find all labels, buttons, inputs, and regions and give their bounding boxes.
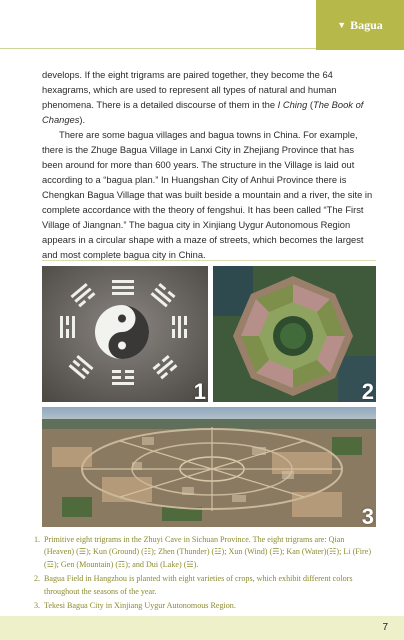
- page-number: 7: [382, 622, 388, 633]
- figure-number: 2: [361, 379, 374, 402]
- caption-3: 3. Tekesi Bagua City in Xinjiang Uygur Autonomous Region.: [34, 601, 236, 611]
- figure-number: 1: [193, 379, 206, 402]
- caption-2: 2. Bagua Field in Hangzhou is planted with eight varieties of crops, which exhibit different colors throughout the seasons of the year.: [34, 574, 353, 596]
- photo-bagua-field: [213, 266, 376, 402]
- section-divider: [42, 260, 376, 261]
- photo-trigrams-carving: [42, 266, 208, 402]
- paragraph-1: develops. If the eight trigrams are paired together, they become the 64 hexagrams, which are used to represent all types of natural and human phenomena. There is a detailed discourse of them in the I Ching (The Book of Changes).: [42, 70, 364, 125]
- header-rule: [0, 48, 316, 49]
- section-label: Bagua: [350, 17, 383, 32]
- book-title: I Ching: [277, 100, 308, 110]
- figure-captions: [34, 534, 376, 614]
- body-text: [42, 68, 376, 263]
- triangle-down-icon: ▼: [337, 20, 347, 30]
- footer-band: [0, 616, 404, 640]
- photo-tekesi-city: [42, 407, 376, 527]
- section-tab: [316, 0, 404, 50]
- book-title-english: The Book of Changes: [42, 100, 364, 125]
- paragraph-2: There are some bagua villages and bagua towns in China. For example, there is the Zhuge Bagua Village in Lanxi City in Zhejiang Province that has been around for more than 600 years. The structure in the Village is laid out according to a “bagua plan.” In Huangshan City of Anhui Province there is Chengkan Bagua Village that was built beside a mountain and a river, the site in complete accordance with the theory of fengshui. It has been called “The First Village of Jiangnan.” The bagua city in Xinjiang Uygur Autonomous Region appears in a circular shape with a maze of streets, which becomes the largest and most complete bagua city in China.: [42, 130, 373, 260]
- figure-number: 3: [361, 504, 374, 527]
- caption-1: 1. Primitive eight trigrams in the Zhuyi Cave in Sichuan Province. The eight trigrams are: Qian (Heaven) (☰); Kun (Ground) (☷); Zhen (Thunder) (☳); Xun (Wind) (☴); Kan (Water)(☵); Li (Fire) (☲); Gen (Mountain) (☶); and Dui (Lake) (☱).: [34, 535, 372, 569]
